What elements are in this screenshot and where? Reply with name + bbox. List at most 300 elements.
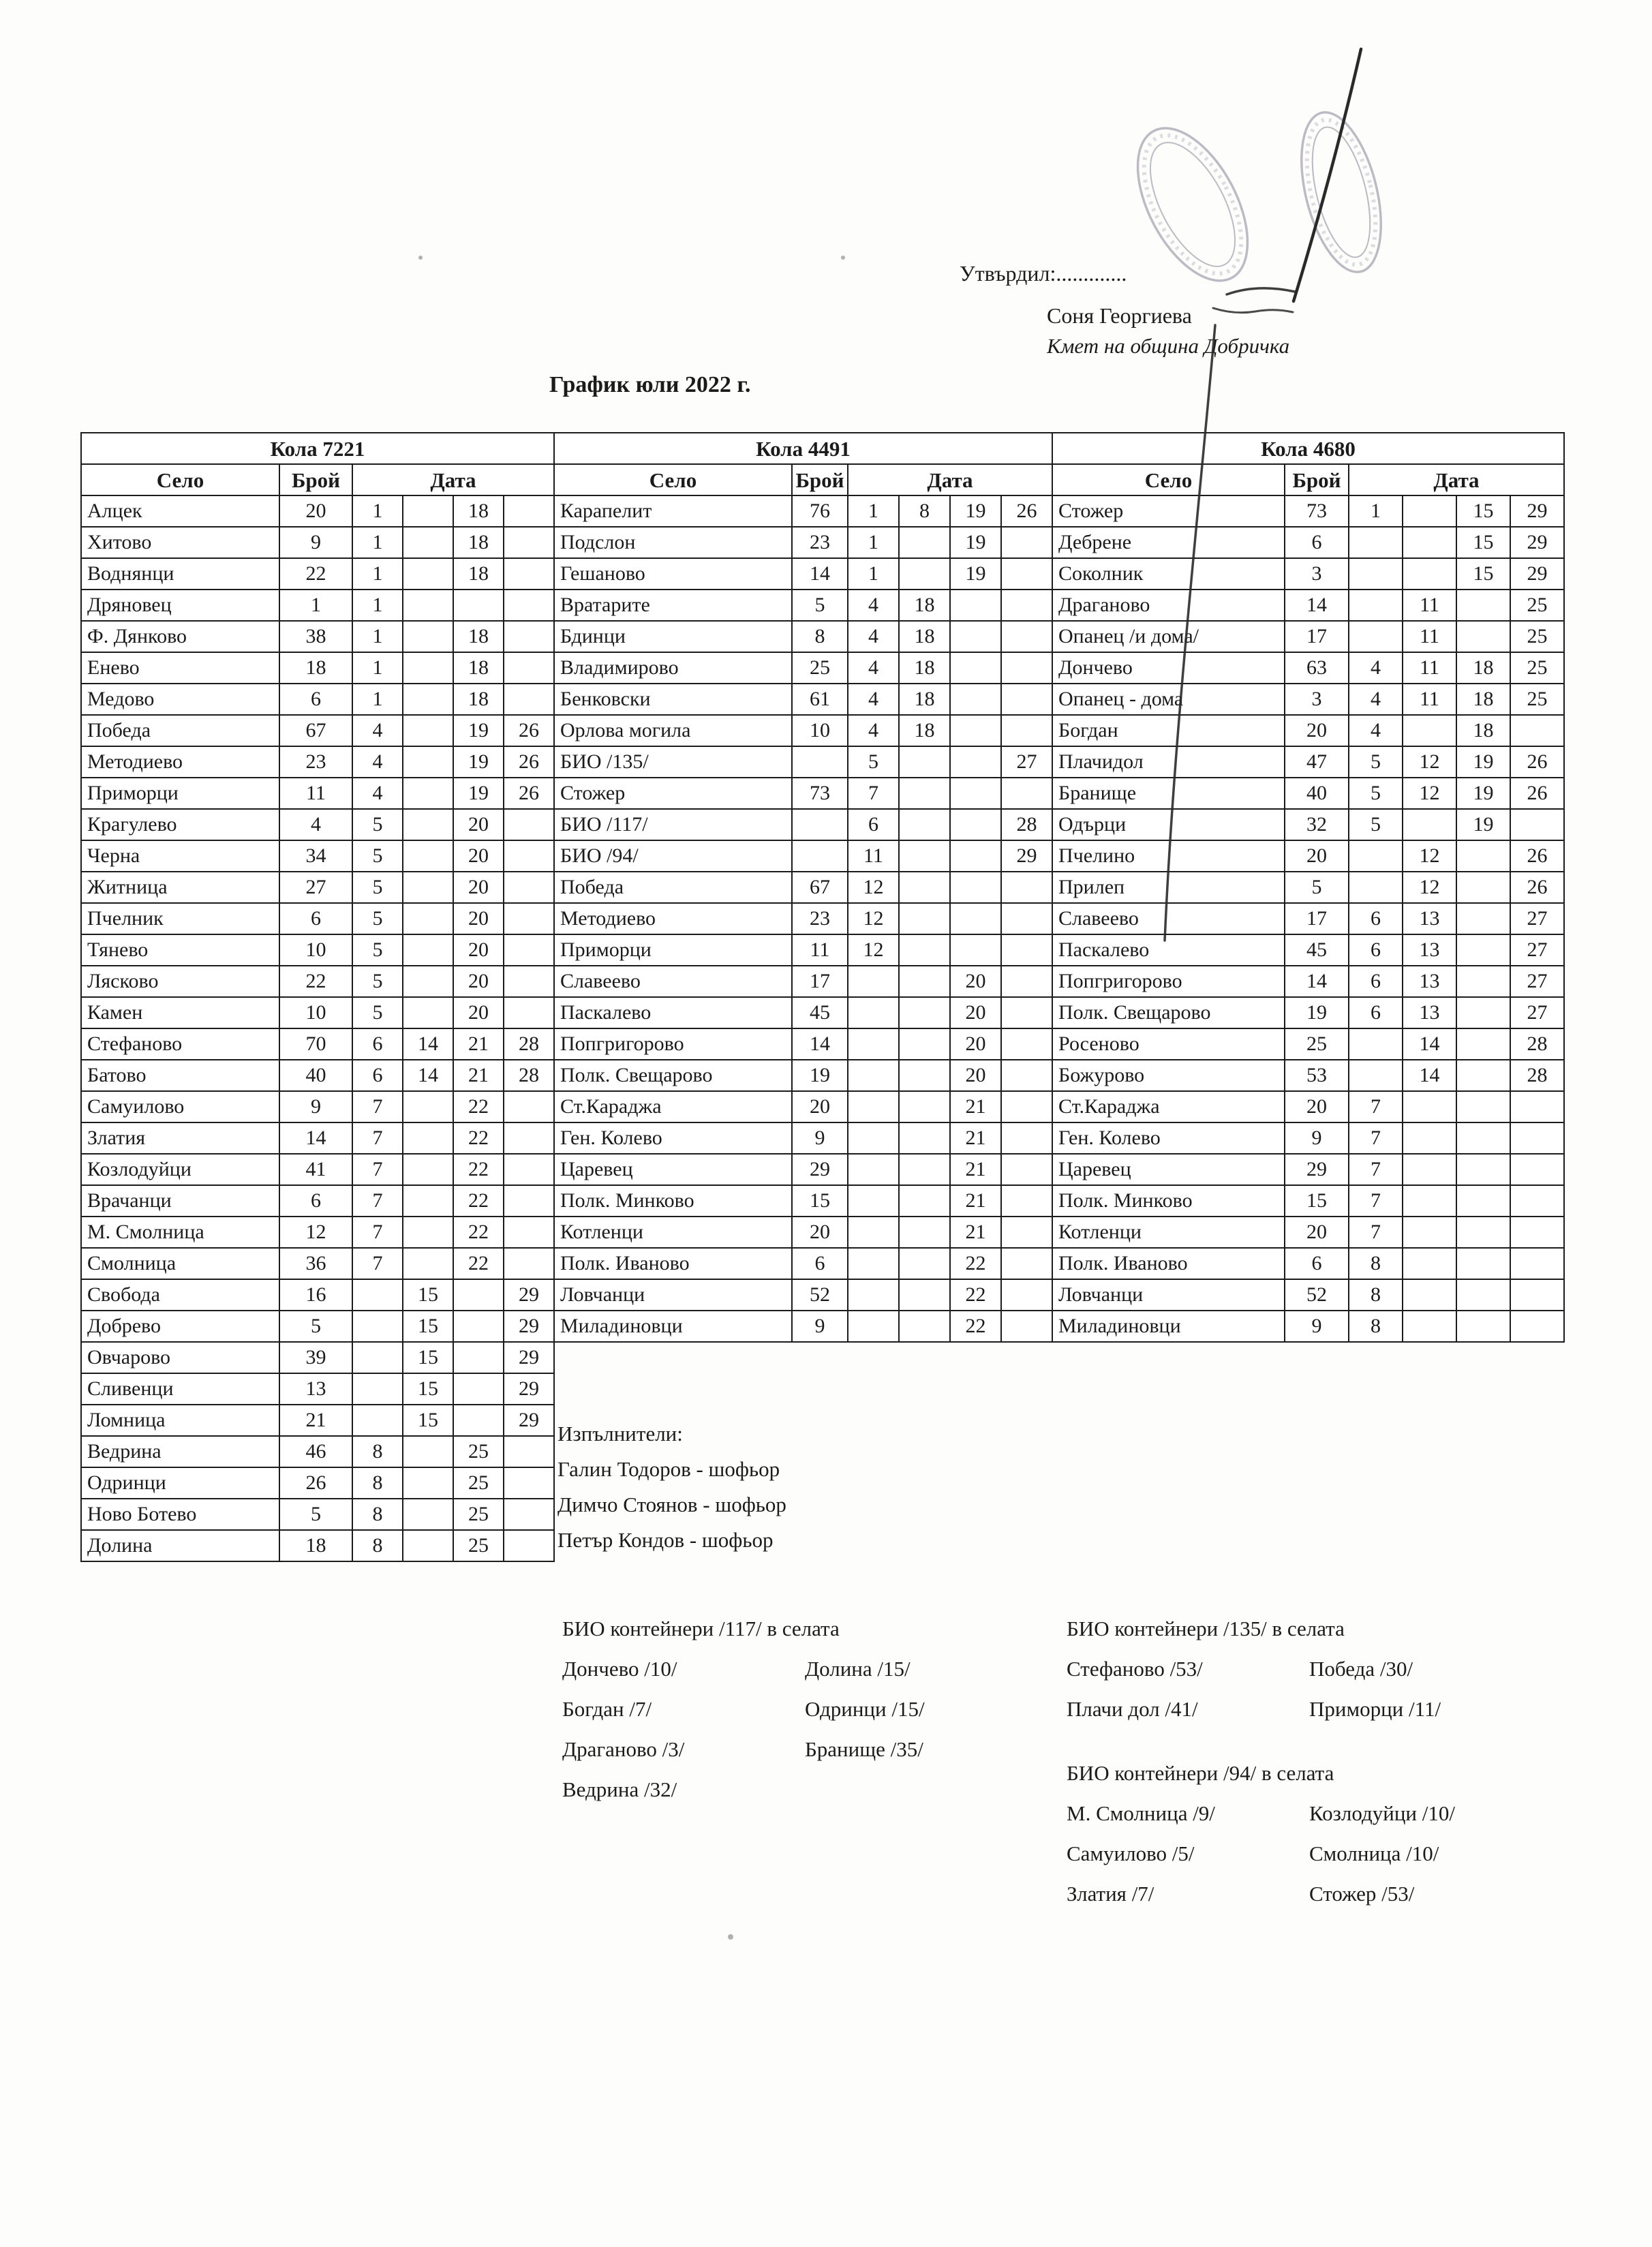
count-cell: 27 [279, 872, 352, 903]
date-cell: 18 [1456, 652, 1510, 684]
date-cell: 29 [1510, 495, 1564, 527]
date-cell [1510, 1091, 1564, 1122]
count-cell: 3 [1285, 558, 1349, 590]
village-cell: М. Смолница [81, 1217, 279, 1248]
date-cell: 4 [848, 652, 899, 684]
date-cell [950, 934, 1001, 966]
date-cell: 5 [1349, 809, 1403, 840]
date-cell: 12 [848, 903, 899, 934]
count-cell: 19 [1285, 997, 1349, 1028]
date-cell: 14 [1403, 1060, 1456, 1091]
village-cell: Приморци [554, 934, 792, 966]
date-cell [403, 809, 453, 840]
date-cell [848, 966, 899, 997]
date-cell: 7 [1349, 1122, 1403, 1154]
date-cell [950, 872, 1001, 903]
date-cell: 20 [453, 997, 504, 1028]
village-cell: Бранище [1052, 778, 1285, 809]
date-cell [1001, 903, 1052, 934]
page-title: График юли 2022 г. [549, 372, 751, 397]
date-cell: 7 [352, 1217, 403, 1248]
village-cell: Ново Ботево [81, 1499, 279, 1530]
village-cell: Медово [81, 684, 279, 715]
date-cell [1403, 715, 1456, 746]
date-cell: 29 [504, 1342, 554, 1373]
village-cell: Полк. Иваново [554, 1248, 792, 1279]
date-cell: 29 [504, 1279, 554, 1311]
village-cell: Росеново [1052, 1028, 1285, 1060]
date-cell [1456, 1279, 1510, 1311]
date-cell [403, 1248, 453, 1279]
date-cell [1001, 715, 1052, 746]
date-cell: 6 [352, 1060, 403, 1091]
village-cell: Бенковски [554, 684, 792, 715]
table-row [554, 872, 1052, 903]
count-cell: 23 [792, 903, 848, 934]
date-cell [504, 1499, 554, 1530]
col-header-count: Брой [792, 464, 848, 495]
count-cell: 13 [279, 1373, 352, 1405]
date-cell: 18 [1456, 684, 1510, 715]
date-cell [403, 684, 453, 715]
date-cell [1349, 872, 1403, 903]
table-row [1052, 966, 1564, 997]
car-title: Кола 4680 [1052, 433, 1564, 464]
table-row [81, 1279, 554, 1311]
count-cell: 20 [1285, 1091, 1349, 1122]
date-cell [950, 778, 1001, 809]
village-cell: Ген. Колево [554, 1122, 792, 1154]
date-cell: 26 [1510, 746, 1564, 778]
date-cell: 7 [1349, 1185, 1403, 1217]
date-cell [504, 1530, 554, 1561]
date-cell [352, 1279, 403, 1311]
count-cell: 20 [792, 1091, 848, 1122]
table-row [1052, 621, 1564, 652]
table-row [554, 1279, 1052, 1311]
date-cell: 26 [504, 715, 554, 746]
date-cell [1456, 997, 1510, 1028]
date-cell [950, 590, 1001, 621]
date-cell [504, 684, 554, 715]
executor-name: Петър Кондов - шофьор [557, 1528, 774, 1552]
date-cell: 19 [1456, 778, 1510, 809]
approval-label: Утвърдил:............. [960, 261, 1127, 286]
date-cell [453, 1279, 504, 1311]
table-row [81, 746, 554, 778]
table-row [81, 590, 554, 621]
date-cell [1349, 621, 1403, 652]
table-row [81, 1530, 554, 1561]
count-cell: 20 [1285, 715, 1349, 746]
village-cell: Владимирово [554, 652, 792, 684]
count-cell: 6 [792, 1248, 848, 1279]
col-header-date: Дата [848, 464, 1052, 495]
village-cell: Стожер [1052, 495, 1285, 527]
date-cell [1001, 1185, 1052, 1217]
car-title: Кола 7221 [81, 433, 554, 464]
village-cell: Врачанци [81, 1185, 279, 1217]
date-cell: 18 [453, 684, 504, 715]
date-cell [1456, 1311, 1510, 1342]
table-body [81, 495, 554, 1561]
village-cell: Крагулево [81, 809, 279, 840]
table-row [1052, 872, 1564, 903]
date-cell [403, 840, 453, 872]
village-cell: Полк. Свещарово [554, 1060, 792, 1091]
date-cell: 5 [352, 840, 403, 872]
bio-block-135 [1067, 1608, 1503, 1729]
date-cell: 11 [1403, 590, 1456, 621]
table-row [81, 1217, 554, 1248]
date-cell [950, 621, 1001, 652]
date-cell [1349, 1028, 1403, 1060]
date-cell [453, 590, 504, 621]
date-cell [1349, 527, 1403, 558]
table-row [554, 1154, 1052, 1185]
village-cell: Дебрене [1052, 527, 1285, 558]
date-cell [403, 1154, 453, 1185]
count-cell: 6 [279, 684, 352, 715]
date-cell: 21 [453, 1060, 504, 1091]
table-row [1052, 809, 1564, 840]
village-cell: Одърци [1052, 809, 1285, 840]
date-cell [1403, 1279, 1456, 1311]
date-cell: 11 [848, 840, 899, 872]
date-cell: 11 [1403, 652, 1456, 684]
count-cell: 63 [1285, 652, 1349, 684]
date-cell [899, 527, 950, 558]
date-cell: 5 [1349, 778, 1403, 809]
table-row [554, 1311, 1052, 1342]
date-cell: 22 [453, 1217, 504, 1248]
count-cell: 12 [279, 1217, 352, 1248]
date-cell [1001, 934, 1052, 966]
date-cell [1001, 1217, 1052, 1248]
date-cell: 1 [352, 495, 403, 527]
table-row [81, 1248, 554, 1279]
date-cell [453, 1342, 504, 1373]
count-cell: 25 [792, 652, 848, 684]
bio-entry [805, 1769, 998, 1809]
date-cell [504, 809, 554, 840]
count-cell: 11 [792, 934, 848, 966]
date-cell [403, 1467, 453, 1499]
count-cell: 14 [1285, 590, 1349, 621]
table-row [81, 809, 554, 840]
count-cell: 6 [1285, 527, 1349, 558]
date-cell [1456, 621, 1510, 652]
date-cell [504, 903, 554, 934]
date-cell: 8 [1349, 1248, 1403, 1279]
count-cell: 9 [279, 527, 352, 558]
date-cell: 20 [453, 809, 504, 840]
date-cell [1403, 527, 1456, 558]
table-row [81, 1091, 554, 1122]
date-cell [352, 1311, 403, 1342]
table-row [81, 715, 554, 746]
count-cell: 4 [279, 809, 352, 840]
date-cell: 4 [352, 715, 403, 746]
schedule-table-kola-4491 [553, 432, 1053, 1343]
date-cell [1001, 1060, 1052, 1091]
village-cell: Опанец /и дома/ [1052, 621, 1285, 652]
stamp-icon [1287, 104, 1396, 280]
date-cell [453, 1373, 504, 1405]
village-cell: Ловчанци [554, 1279, 792, 1311]
table-row [554, 652, 1052, 684]
date-cell: 27 [1510, 966, 1564, 997]
village-cell: Паскалево [1052, 934, 1285, 966]
count-cell: 73 [1285, 495, 1349, 527]
date-cell [1456, 840, 1510, 872]
date-cell [1456, 1217, 1510, 1248]
village-cell: БИО /94/ [554, 840, 792, 872]
date-cell: 12 [848, 934, 899, 966]
date-cell [403, 997, 453, 1028]
count-cell: 5 [279, 1311, 352, 1342]
date-cell: 29 [1510, 558, 1564, 590]
village-cell: Житница [81, 872, 279, 903]
village-cell: Стефаново [81, 1028, 279, 1060]
col-header-date: Дата [352, 464, 554, 495]
date-cell: 15 [403, 1279, 453, 1311]
table-row [1052, 1028, 1564, 1060]
date-cell: 13 [1403, 966, 1456, 997]
date-cell: 4 [1349, 684, 1403, 715]
village-cell: Свобода [81, 1279, 279, 1311]
date-cell: 18 [453, 652, 504, 684]
date-cell: 8 [1349, 1279, 1403, 1311]
count-cell: 40 [279, 1060, 352, 1091]
bio-entry: Козлодуйци /10/ [1309, 1801, 1455, 1825]
table-row [1052, 715, 1564, 746]
table-row [81, 1342, 554, 1373]
table-row [81, 1028, 554, 1060]
village-cell: Драганово [1052, 590, 1285, 621]
date-cell [1001, 966, 1052, 997]
date-cell [504, 652, 554, 684]
date-cell: 25 [1510, 652, 1564, 684]
date-cell [848, 1217, 899, 1248]
date-cell: 13 [1403, 934, 1456, 966]
village-cell: Котленци [1052, 1217, 1285, 1248]
date-cell [504, 872, 554, 903]
date-cell: 18 [453, 558, 504, 590]
bio-entry: Плачи дол /41/ [1067, 1697, 1198, 1721]
date-cell: 1 [352, 527, 403, 558]
table-row [554, 1028, 1052, 1060]
village-cell: Полк. Иваново [1052, 1248, 1285, 1279]
date-cell: 21 [950, 1217, 1001, 1248]
bio-entry: Победа /30/ [1309, 1657, 1413, 1681]
count-cell: 1 [279, 590, 352, 621]
date-cell [352, 1342, 403, 1373]
table-row [81, 778, 554, 809]
date-cell [848, 1279, 899, 1311]
date-cell [1510, 1248, 1564, 1279]
date-cell [848, 1060, 899, 1091]
table-row [1052, 1248, 1564, 1279]
village-cell: БИО /135/ [554, 746, 792, 778]
date-cell: 15 [1456, 527, 1510, 558]
count-cell: 14 [1285, 966, 1349, 997]
table-row [81, 495, 554, 527]
date-cell: 4 [848, 715, 899, 746]
date-cell: 5 [352, 966, 403, 997]
village-cell: Камен [81, 997, 279, 1028]
village-cell: Опанец - дома [1052, 684, 1285, 715]
table-row [1052, 495, 1564, 527]
date-cell [899, 966, 950, 997]
table-row [1052, 1091, 1564, 1122]
bio-entry: Долина /15/ [805, 1657, 911, 1681]
date-cell [504, 966, 554, 997]
date-cell: 7 [1349, 1217, 1403, 1248]
count-cell: 45 [1285, 934, 1349, 966]
date-cell [848, 1028, 899, 1060]
count-cell [792, 746, 848, 778]
date-cell: 4 [1349, 652, 1403, 684]
count-cell: 67 [279, 715, 352, 746]
count-cell: 23 [279, 746, 352, 778]
date-cell: 21 [950, 1154, 1001, 1185]
count-cell: 16 [279, 1279, 352, 1311]
count-cell: 29 [792, 1154, 848, 1185]
date-cell: 29 [1001, 840, 1052, 872]
table-row [81, 1060, 554, 1091]
date-cell [1456, 1122, 1510, 1154]
count-cell: 73 [792, 778, 848, 809]
date-cell [1456, 903, 1510, 934]
date-cell: 18 [899, 715, 950, 746]
count-cell: 17 [1285, 903, 1349, 934]
date-cell: 11 [1403, 621, 1456, 652]
village-cell: Методиево [554, 903, 792, 934]
date-cell: 25 [1510, 621, 1564, 652]
table-row [554, 966, 1052, 997]
table-row [81, 1311, 554, 1342]
table-row [554, 1217, 1052, 1248]
count-cell: 26 [279, 1467, 352, 1499]
village-cell: Ф. Дянково [81, 621, 279, 652]
date-cell: 12 [1403, 746, 1456, 778]
date-cell: 27 [1510, 934, 1564, 966]
date-cell: 4 [352, 746, 403, 778]
date-cell: 20 [453, 872, 504, 903]
date-cell: 7 [1349, 1091, 1403, 1122]
date-cell [504, 997, 554, 1028]
table-row [81, 872, 554, 903]
table-row [81, 1405, 554, 1436]
count-cell: 14 [792, 1028, 848, 1060]
bio-block-117 [562, 1608, 998, 1809]
table-title-row [1052, 433, 1564, 464]
date-cell [504, 1436, 554, 1467]
date-cell: 4 [352, 778, 403, 809]
date-cell [504, 1185, 554, 1217]
village-cell: Ломница [81, 1405, 279, 1436]
table-row [554, 558, 1052, 590]
table-row [1052, 1279, 1564, 1311]
table-row [81, 840, 554, 872]
date-cell: 12 [1403, 840, 1456, 872]
date-cell: 1 [352, 558, 403, 590]
table-row [554, 1122, 1052, 1154]
date-cell: 19 [453, 715, 504, 746]
date-cell [352, 1373, 403, 1405]
date-cell [950, 809, 1001, 840]
date-cell [1001, 997, 1052, 1028]
village-cell: Попгригорово [554, 1028, 792, 1060]
bio-entry: Дончево /10/ [562, 1657, 677, 1681]
date-cell: 27 [1001, 746, 1052, 778]
date-cell: 28 [1510, 1028, 1564, 1060]
table-title-row [81, 433, 554, 464]
table-row [1052, 1122, 1564, 1154]
village-cell: Батово [81, 1060, 279, 1091]
date-cell: 5 [352, 809, 403, 840]
date-cell [403, 903, 453, 934]
count-cell [792, 840, 848, 872]
date-cell: 25 [453, 1467, 504, 1499]
date-cell: 6 [1349, 997, 1403, 1028]
table-row [81, 1436, 554, 1467]
village-cell: Ст.Караджа [1052, 1091, 1285, 1122]
village-cell: Миладиновци [554, 1311, 792, 1342]
date-cell [1456, 1060, 1510, 1091]
date-cell [403, 527, 453, 558]
date-cell: 4 [848, 621, 899, 652]
table-row [554, 746, 1052, 778]
executor-name: Димчо Стоянов - шофьор [557, 1493, 786, 1516]
table-row [81, 934, 554, 966]
count-cell: 45 [792, 997, 848, 1028]
table-row [1052, 652, 1564, 684]
count-cell: 61 [792, 684, 848, 715]
date-cell: 20 [950, 1028, 1001, 1060]
date-cell [403, 590, 453, 621]
village-cell: Одринци [81, 1467, 279, 1499]
table-row [1052, 1154, 1564, 1185]
bio-rows [1067, 1793, 1503, 1914]
date-cell: 7 [352, 1154, 403, 1185]
count-cell: 6 [279, 903, 352, 934]
date-cell: 18 [899, 652, 950, 684]
date-cell: 28 [504, 1028, 554, 1060]
date-cell: 1 [352, 684, 403, 715]
date-cell: 5 [352, 934, 403, 966]
village-cell: Златия [81, 1122, 279, 1154]
date-cell: 4 [848, 684, 899, 715]
count-cell: 52 [792, 1279, 848, 1311]
date-cell: 18 [899, 621, 950, 652]
table-header-row [81, 464, 554, 495]
date-cell [1456, 966, 1510, 997]
date-cell: 27 [1510, 997, 1564, 1028]
date-cell: 18 [453, 621, 504, 652]
date-cell [1510, 1279, 1564, 1311]
date-cell: 1 [1349, 495, 1403, 527]
date-cell: 7 [352, 1122, 403, 1154]
table-row [554, 840, 1052, 872]
count-cell: 6 [1285, 1248, 1349, 1279]
date-cell: 13 [1403, 997, 1456, 1028]
date-cell: 22 [453, 1122, 504, 1154]
date-cell: 20 [453, 934, 504, 966]
date-cell: 26 [504, 778, 554, 809]
date-cell [950, 684, 1001, 715]
